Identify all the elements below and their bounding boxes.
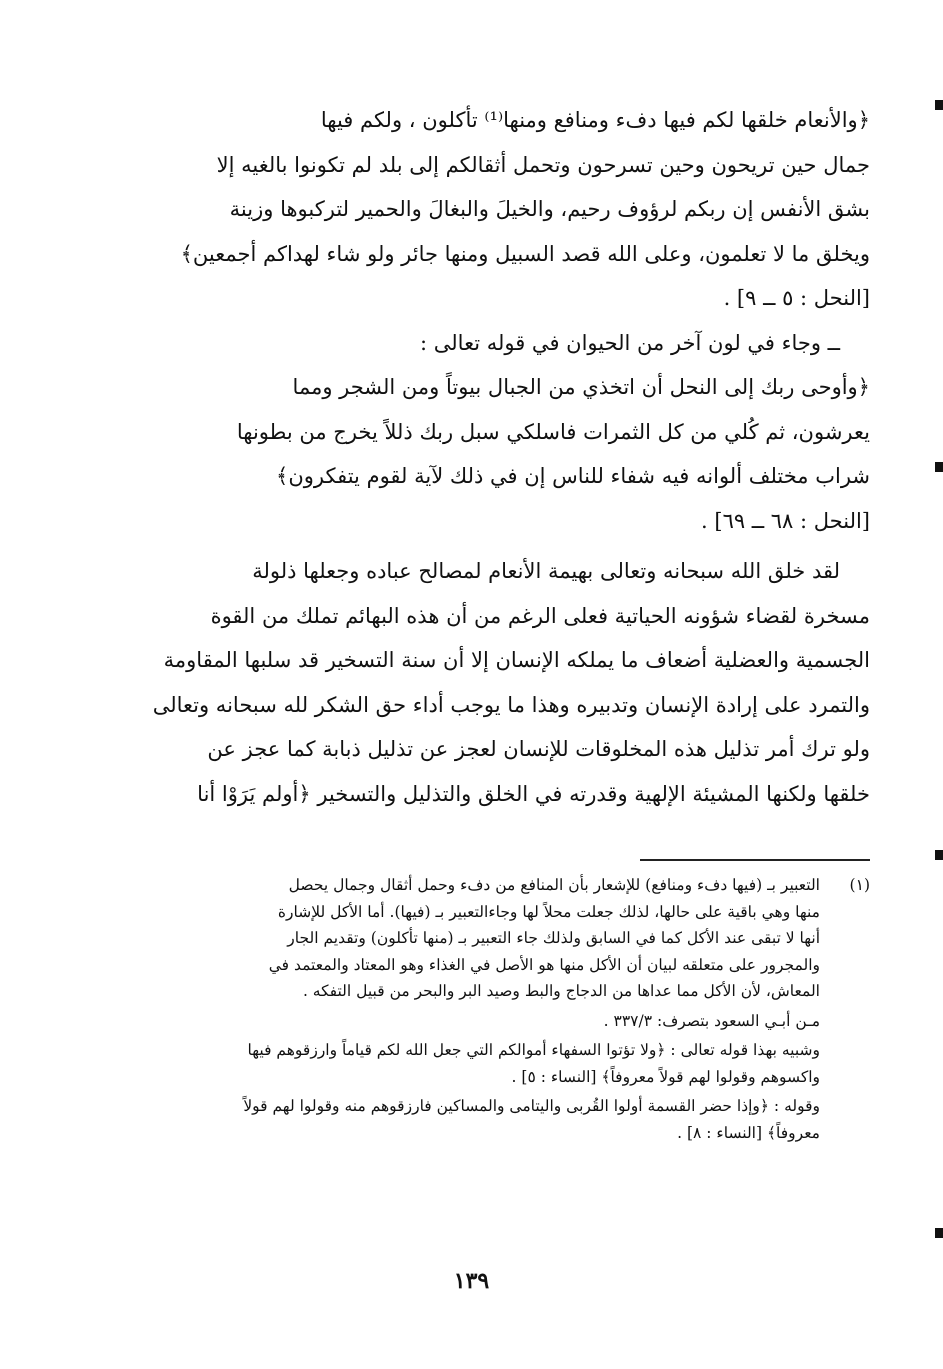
footnote-line: وقوله : ﴿وإذا حضر القسمة أولوا القُربى واليتامى والمساكين فارزقوهم منه وقولوا لهم قولاً: [243, 1097, 820, 1115]
page-number: ١٣٩: [453, 1268, 490, 1294]
text-line: لقد خلق الله سبحانه وتعالى بهيمة الأنعام لمصالح عباده وجعلها ذلولة: [252, 559, 840, 583]
footnote-number: (١): [849, 876, 870, 894]
footnote-source: مـن أبـي السعود بتصرف: ٣٣٧/٣ .: [603, 1011, 820, 1030]
text-line: ــ وجاء في لون آخر من الحيوان في قوله تعالى :: [420, 330, 840, 355]
text-line: خلقها ولكنها المشيئة الإلهية وقدرته في الخلق والتذليل والتسخير ﴿أولم يَرَوْا أنا: [197, 781, 870, 806]
footnote-line: أنها لا تبقى عند الأكل كما في السابق ولذلك جاء التعبير بـ (منها تأكلون) وتقديم الجار: [287, 929, 820, 947]
footnote-divider: [640, 859, 870, 861]
text-line: يعرشون، ثم كُلي من كل الثمرات فاسلكي سبل ربك ذللاً يخرج من بطونها: [236, 419, 870, 444]
text-line: ولو ترك أمر تذليل هذه المخلوقات للإنسان لعجز عن تذليل ذبابة كما عجز عن: [207, 737, 870, 761]
footnote-line: وشبيه بهذا قوله تعالى : ﴿ولا تؤتوا السفهاء أموالكم التي جعل الله لكم قياماً وارزقوهم فيها: [247, 1041, 820, 1059]
footnote-line: والمجرور على متعلقه لبيان أن الأكل منها هو الأصل في الغذاء وهو المعتاد والمعتمد في: [268, 955, 820, 974]
text-line: مسخرة لقضاء شؤونه الحياتية فعلى الرغم من أن هذه البهائم تملك من القوة: [210, 603, 870, 628]
scan-edge-mark: [935, 1228, 943, 1238]
footnote-line: واكسوهم وقولوا لهم قولاً معروفاً﴾ [النساء : ٥] .: [511, 1067, 820, 1086]
text-line: ﴿وأوحى ربك إلى النحل أن اتخذي من الجبال بيوتاً ومن الشجر ومما: [292, 375, 870, 399]
citation-line: [النحل : ٥ ــ ٩] .: [723, 286, 870, 310]
footnote-line: (١)التعبير بـ (فيها دفء ومنافع) للإشعار بأن المنافع من دفء وحمل أثقال وجمال يحصل: [118, 872, 870, 899]
citation-line: [النحل : ٦٨ ــ ٦٩] .: [701, 508, 870, 533]
footnote-line: معروفاً﴾ [النساء : ٨] .: [677, 1123, 820, 1142]
footnote-line: منها وهي باقية على حالها، لذلك جعلت محلاً لها وجاءالتعبير بـ (فيها). أما الأكل للإشارة: [277, 902, 820, 921]
text-line: ﴿والأنعام خلقها لكم فيها دفء ومنافع ومنها⁽¹⁾ تأكلون ، ولكم فيها: [320, 108, 870, 132]
text-line: بشق الأنفس إن ربكم لرؤوف رحيم، والخيلَ والبغالَ والحمير لتركبوها وزينة: [229, 197, 870, 221]
footnotes: [118, 872, 870, 1146]
main-text: [118, 98, 870, 816]
scan-edge-mark: [935, 100, 943, 110]
text-line: شراب مختلف ألوانه فيه شفاء للناس إن في ذلك لآية لقوم يتفكرون﴾: [276, 464, 870, 488]
text-line: جمال حين تريحون وحين تسرحون وتحمل أثقالكم إلى بلد لم تكونوا بالغيه إلا: [216, 152, 870, 177]
scan-edge-mark: [935, 850, 943, 860]
footnote-line: المعاش، لأن الأكل مما عداها من الدجاج والبط وصيد البر والبحر من قبيل التفكه .: [302, 982, 820, 1000]
text-line: والتمرد على إرادة الإنسان وتدبيره وهذا ما يوجب أداء حق الشكر لله سبحانه وتعالى: [152, 692, 870, 717]
scan-edge-mark: [935, 462, 943, 472]
text-line: الجسمية والعضلية أضعاف ما يملكه الإنسان إلا أن سنة التسخير قد سلبها المقاومة: [163, 648, 870, 672]
text-line: ويخلق ما لا تعلمون، وعلى الله قصد السبيل ومنها جائر ولو شاء لهداكم أجمعين﴾: [180, 241, 870, 266]
